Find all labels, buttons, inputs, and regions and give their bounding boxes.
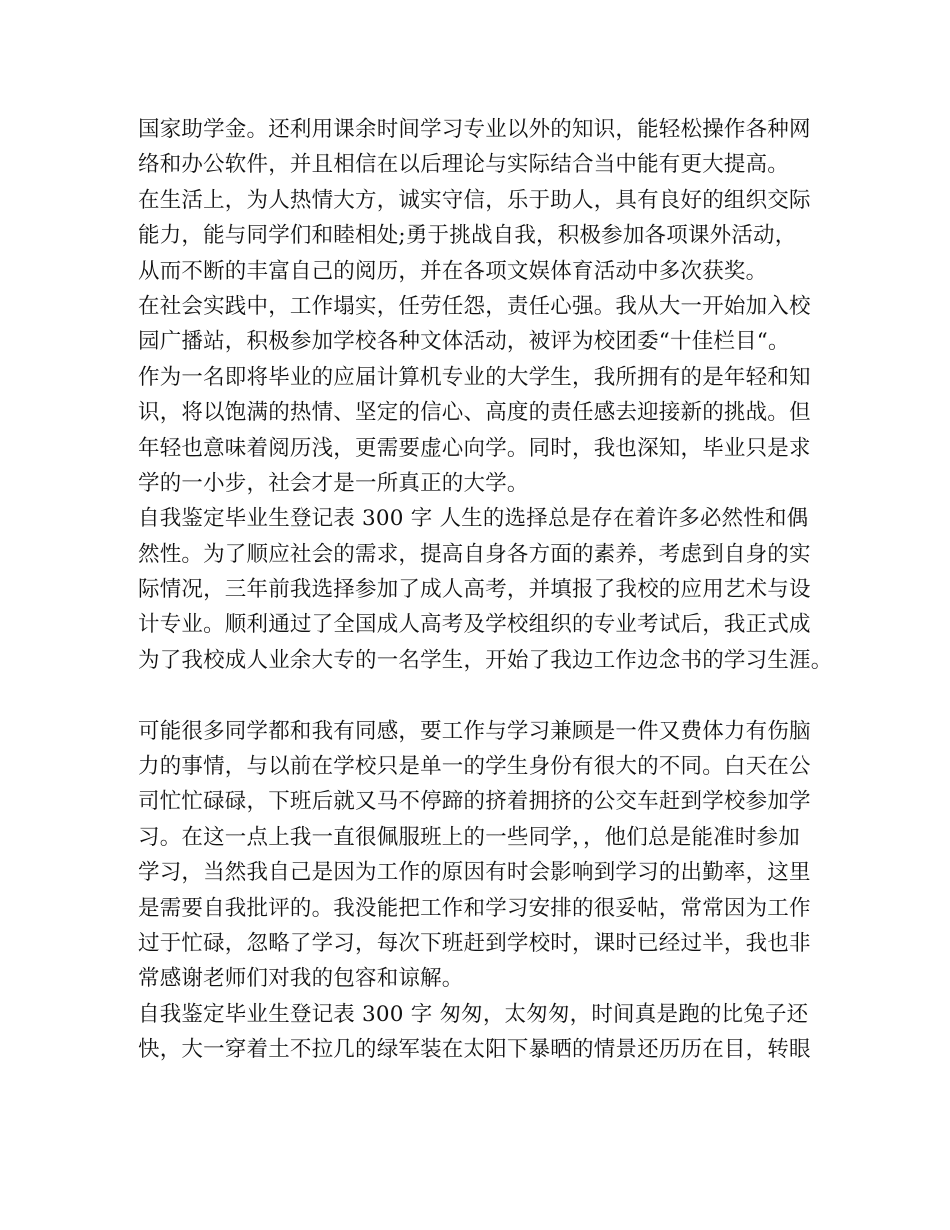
text-line: 计专业。顺利通过了全国成人高考及学校组织的专业考试后，我正式成 (138, 612, 811, 638)
text-line: 为了我校成人业余大专的一名学生，开始了我边工作边念书的学习生涯。 (138, 647, 833, 673)
text-line: 际情况，三年前我选择参加了成人高考，并填报了我校的应用艺术与设 (138, 577, 811, 603)
text-line: 快，大一穿着土不拉几的绿军装在太阳下暴晒的情景还历历在目，转眼 (138, 1037, 811, 1063)
text-line: 国家助学金。还利用课余时间学习专业以外的知识，能轻松操作各种网 (138, 117, 811, 142)
text-line: 作为一名即将毕业的应届计算机专业的大学生，我所拥有的是年轻和知 (138, 364, 811, 390)
text-line: 在社会实践中，工作塌实，任劳任怨，责任心强。我从大一开始加入校 (138, 293, 811, 319)
text-line: 司忙忙碌碌，下班后就又马不停蹄的挤着拥挤的公交车赶到学校参加学 (138, 789, 811, 815)
text-line: 从而不断的丰富自己的阅历，并在各项文娱体育活动中多次获奖。 (138, 258, 768, 284)
text-line: 是需要自我批评的。我没能把工作和学习安排的很妥帖，常常因为工作 (138, 895, 811, 921)
text-line: 络和办公软件，并且相信在以后理论与实际结合当中能有更大提高。 (138, 152, 790, 178)
text-line: 习。在这一点上我一直很佩服班上的一些同学，，他们总是能准时参加 (138, 824, 800, 850)
paragraph-gap (138, 678, 838, 713)
text-line: 年轻也意味着阅历浅，更需要虚心向学。同时，我也深知，毕业只是求 (138, 435, 811, 461)
text-line: 自我鉴定毕业生登记表 300 字 匆匆，太匆匆，时间真是跑的比兔子还 (138, 1001, 809, 1027)
text-line: 常感谢老师们对我的包容和谅解。 (138, 966, 464, 992)
text-line: 力的事情，与以前在学校只是单一的学生身份有很大的不同。白天在公 (138, 754, 811, 780)
text-line: 可能很多同学都和我有同感，要工作与学习兼顾是一件又费体力有伤脑 (138, 718, 811, 744)
text-line: 在生活上，为人热情大方，诚实守信，乐于助人，具有良好的组织交际 (138, 187, 811, 213)
text-line: 能力，能与同学们和睦相处;勇于挑战自我，积极参加各项课外活动， (138, 223, 797, 249)
text-line: 学的一小步，社会才是一所真正的大学。 (138, 470, 529, 496)
text-line: 自我鉴定毕业生登记表 300 字 人生的选择总是存在着许多必然性和偶 (138, 506, 809, 532)
text-line: 过于忙碌，忽略了学习，每次下班赶到学校时，课时已经过半，我也非 (138, 930, 811, 956)
text-line: 学习，当然我自己是因为工作的原因有时会影响到学习的出勤率，这里 (138, 860, 811, 886)
text-line: 园广播站，积极参加学校各种文体活动，被评为校团委“十佳栏目“。 (138, 329, 790, 355)
text-line: 识，将以饱满的热情、坚定的信心、高度的责任感去迎接新的挑战。但 (138, 400, 811, 426)
document-body (138, 112, 838, 1068)
text-line: 然性。为了顺应社会的需求，提高自身各方面的素养，考虑到自身的实 (138, 541, 811, 567)
